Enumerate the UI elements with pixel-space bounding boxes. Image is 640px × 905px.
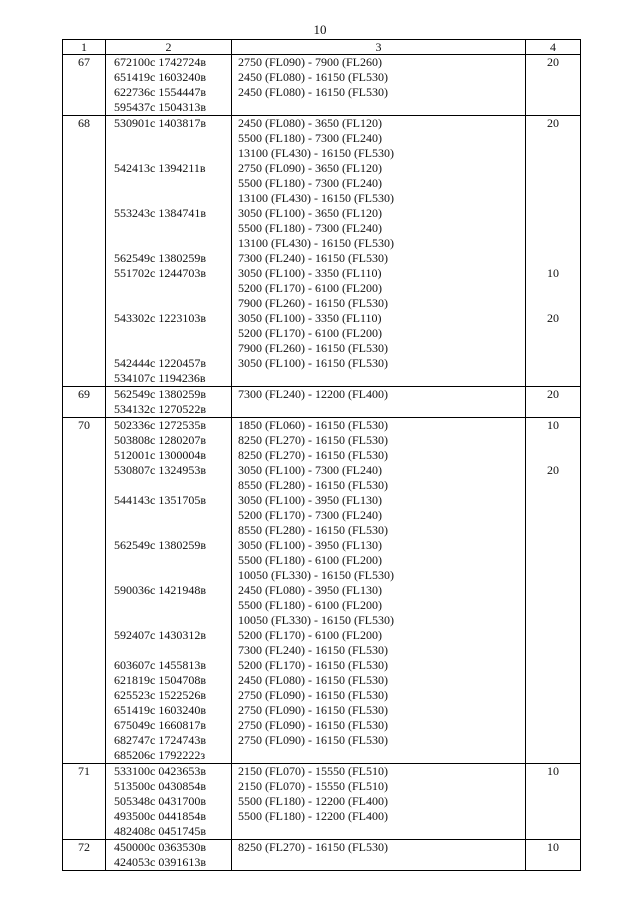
col4-value xyxy=(526,733,580,748)
level-line: 2450 (FL080) - 16150 (FL530) xyxy=(238,70,388,84)
level-line: 8250 (FL270) - 16150 (FL530) xyxy=(238,448,388,462)
coordinate-line xyxy=(106,341,231,356)
col4-value xyxy=(526,341,580,356)
col4-value xyxy=(526,221,580,236)
levels-cell xyxy=(232,418,526,764)
coordinate-line xyxy=(106,508,231,523)
coordinates-cell xyxy=(106,764,232,840)
col4-value xyxy=(526,553,580,568)
coordinate-line xyxy=(106,176,231,191)
levels-cell xyxy=(232,764,526,840)
level-line: 2150 (FL070) - 15550 (FL510) xyxy=(238,779,388,793)
level-line: 3050 (FL100) - 3350 (FL110) xyxy=(238,311,382,325)
coordinate-line: 685206с 1792222з xyxy=(114,748,206,762)
level-line: 2150 (FL070) - 15550 (FL510) xyxy=(238,764,388,778)
col4-value xyxy=(526,613,580,628)
levels-cell xyxy=(232,55,526,116)
row-number: 69 xyxy=(78,387,90,401)
page-number: 10 xyxy=(313,22,327,37)
col4-value xyxy=(526,583,580,598)
coordinate-line: 672100с 1742724в xyxy=(114,55,206,69)
col4-value xyxy=(526,779,580,794)
level-line: 2750 (FL090) - 16150 (FL530) xyxy=(238,718,388,732)
level-line: 2450 (FL080) - 3650 (FL120) xyxy=(238,116,382,130)
coordinate-line: 503808с 1280207в xyxy=(114,433,206,447)
coordinate-line: 502336с 1272535в xyxy=(114,418,206,432)
col4-value xyxy=(526,70,580,85)
coordinate-line xyxy=(106,146,231,161)
level-line: 8250 (FL270) - 16150 (FL530) xyxy=(238,840,388,854)
coordinate-line: 551702с 1244703в xyxy=(114,266,206,280)
airspace-table xyxy=(62,39,581,871)
coordinate-line: 625523с 1522526в xyxy=(114,688,206,702)
col4-value xyxy=(526,296,580,311)
col4-value xyxy=(526,326,580,341)
col4-value: 20 xyxy=(547,116,559,130)
level-line: 2750 (FL090) - 3650 (FL120) xyxy=(238,161,382,175)
col4-value xyxy=(526,85,580,100)
coordinate-line: 513500с 0430854в xyxy=(114,779,206,793)
level-line: 13100 (FL430) - 16150 (FL530) xyxy=(238,236,394,250)
coordinate-line: 553243с 1384741в xyxy=(114,206,206,220)
col4-value xyxy=(526,643,580,658)
coordinate-line xyxy=(106,296,231,311)
level-line: 2750 (FL090) - 16150 (FL530) xyxy=(238,703,388,717)
coordinate-line: 530807с 1324953в xyxy=(114,463,206,477)
col4-value xyxy=(526,794,580,809)
row-number: 68 xyxy=(78,116,90,130)
col4-value xyxy=(526,598,580,613)
level-line: 7900 (FL260) - 16150 (FL530) xyxy=(238,296,388,310)
coordinate-line: 493500с 0441854в xyxy=(114,809,206,823)
table-row xyxy=(63,764,581,840)
col4-value xyxy=(526,356,580,371)
col4-value xyxy=(526,191,580,206)
level-line: 1850 (FL060) - 16150 (FL530) xyxy=(238,418,388,432)
col4-value xyxy=(526,448,580,463)
level-line: 2450 (FL080) - 16150 (FL530) xyxy=(238,85,388,99)
col4-value xyxy=(526,855,580,870)
level-line: 5500 (FL180) - 12200 (FL400) xyxy=(238,794,388,808)
col4-value xyxy=(526,146,580,161)
level-line: 3050 (FL100) - 7300 (FL240) xyxy=(238,463,382,477)
col4-value: 10 xyxy=(547,840,559,854)
coordinate-line: 450000с 0363530в xyxy=(114,840,206,854)
level-line: 2450 (FL080) - 3950 (FL130) xyxy=(238,583,382,597)
col4-value: 20 xyxy=(547,55,559,69)
coordinate-line: 543302с 1223103в xyxy=(114,311,206,325)
level-line: 5500 (FL180) - 7300 (FL240) xyxy=(238,131,382,145)
col4-value: 20 xyxy=(547,463,559,477)
level-line: 13100 (FL430) - 16150 (FL530) xyxy=(238,191,394,205)
coordinate-line: 512001с 1300004в xyxy=(114,448,206,462)
level-line xyxy=(232,371,525,386)
level-line: 3050 (FL100) - 3950 (FL130) xyxy=(238,493,382,507)
coordinate-line xyxy=(106,326,231,341)
row-number-cell xyxy=(63,840,106,871)
col4-cell xyxy=(526,840,581,871)
level-line: 8550 (FL280) - 16150 (FL530) xyxy=(238,523,388,537)
table-row xyxy=(63,418,581,764)
level-line: 2750 (FL090) - 7900 (FL260) xyxy=(238,55,382,69)
row-number-cell xyxy=(63,764,106,840)
level-line: 7900 (FL260) - 16150 (FL530) xyxy=(238,341,388,355)
coordinate-line xyxy=(106,478,231,493)
col4-cell xyxy=(526,116,581,387)
col4-value xyxy=(526,371,580,386)
coordinate-line: 534132с 1270522в xyxy=(114,402,206,416)
coordinate-line: 675049с 1660817в xyxy=(114,718,206,732)
coordinate-line: 590036с 1421948в xyxy=(114,583,206,597)
col4-value xyxy=(526,493,580,508)
row-number-cell xyxy=(63,387,106,418)
col4-value xyxy=(526,628,580,643)
col4-cell xyxy=(526,764,581,840)
coordinate-line xyxy=(106,553,231,568)
col4-value: 10 xyxy=(547,266,559,280)
table-body xyxy=(63,55,581,871)
level-line: 8550 (FL280) - 16150 (FL530) xyxy=(238,478,388,492)
table-row xyxy=(63,387,581,418)
level-line xyxy=(232,824,525,839)
coordinate-line xyxy=(106,191,231,206)
coordinate-line: 482408с 0451745в xyxy=(114,824,206,838)
coordinate-line: 603607с 1455813в xyxy=(114,658,206,672)
col4-value xyxy=(526,824,580,839)
table-row xyxy=(63,55,581,116)
col4-cell xyxy=(526,387,581,418)
coordinate-line: 562549с 1380259в xyxy=(114,251,206,265)
col4-value xyxy=(526,748,580,763)
levels-cell xyxy=(232,116,526,387)
header-col-4: 4 xyxy=(526,40,581,55)
coordinate-line: 651419с 1603240в xyxy=(114,703,206,717)
coordinates-cell xyxy=(106,387,232,418)
level-line: 3050 (FL100) - 16150 (FL530) xyxy=(238,356,388,370)
level-line xyxy=(232,855,525,870)
level-line: 5500 (FL180) - 6100 (FL200) xyxy=(238,598,382,612)
coordinate-line: 682747с 1724743в xyxy=(114,733,206,747)
levels-cell xyxy=(232,840,526,871)
col4-value xyxy=(526,478,580,493)
coordinate-line: 530901с 1403817в xyxy=(114,116,206,130)
level-line: 7300 (FL240) - 16150 (FL530) xyxy=(238,251,388,265)
col4-value xyxy=(526,508,580,523)
col4-value: 10 xyxy=(547,764,559,778)
level-line xyxy=(232,100,525,115)
level-line: 5200 (FL170) - 7300 (FL240) xyxy=(238,508,382,522)
coordinate-line xyxy=(106,523,231,538)
col4-value xyxy=(526,809,580,824)
level-line: 3050 (FL100) - 3350 (FL110) xyxy=(238,266,382,280)
coordinate-line xyxy=(106,643,231,658)
header-col-2: 2 xyxy=(106,40,232,55)
coordinates-cell xyxy=(106,55,232,116)
col4-value: 20 xyxy=(547,387,559,401)
coordinate-line: 542444с 1220457в xyxy=(114,356,206,370)
header-col-1: 1 xyxy=(63,40,106,55)
coordinate-line: 505348с 0431700в xyxy=(114,794,206,808)
coordinate-line: 595437с 1504313в xyxy=(114,100,206,114)
coordinate-line xyxy=(106,281,231,296)
level-line: 5500 (FL180) - 7300 (FL240) xyxy=(238,221,382,235)
col4-value xyxy=(526,568,580,583)
col4-value xyxy=(526,538,580,553)
col4-value xyxy=(526,161,580,176)
coordinate-line xyxy=(106,568,231,583)
coordinates-cell xyxy=(106,840,232,871)
col4-value xyxy=(526,658,580,673)
coordinate-line xyxy=(106,221,231,236)
col4-cell xyxy=(526,418,581,764)
level-line: 5200 (FL170) - 6100 (FL200) xyxy=(238,628,382,642)
level-line: 2450 (FL080) - 16150 (FL530) xyxy=(238,673,388,687)
row-number: 70 xyxy=(78,418,90,432)
level-line: 5200 (FL170) - 6100 (FL200) xyxy=(238,326,382,340)
level-line: 10050 (FL330) - 16150 (FL530) xyxy=(238,613,394,627)
coordinate-line xyxy=(106,131,231,146)
coordinate-line xyxy=(106,236,231,251)
coordinate-line: 544143с 1351705в xyxy=(114,493,206,507)
level-line: 2750 (FL090) - 16150 (FL530) xyxy=(238,733,388,747)
coordinate-line xyxy=(106,598,231,613)
level-line: 10050 (FL330) - 16150 (FL530) xyxy=(238,568,394,582)
col4-value xyxy=(526,251,580,266)
col4-value xyxy=(526,206,580,221)
col4-value xyxy=(526,131,580,146)
col4-value xyxy=(526,100,580,115)
row-number-cell xyxy=(63,55,106,116)
col4-cell xyxy=(526,55,581,116)
coordinates-cell xyxy=(106,116,232,387)
coordinate-line: 592407с 1430312в xyxy=(114,628,206,642)
col4-value xyxy=(526,673,580,688)
coordinate-line: 424053с 0391613в xyxy=(114,855,206,869)
level-line: 8250 (FL270) - 16150 (FL530) xyxy=(238,433,388,447)
col4-value xyxy=(526,688,580,703)
level-line: 5500 (FL180) - 7300 (FL240) xyxy=(238,176,382,190)
header-col-3: 3 xyxy=(232,40,526,55)
coordinate-line xyxy=(106,613,231,628)
header-row xyxy=(63,40,581,55)
col4-value xyxy=(526,703,580,718)
coordinates-cell xyxy=(106,418,232,764)
row-number: 67 xyxy=(78,55,90,69)
col4-value xyxy=(526,718,580,733)
coordinate-line: 562549с 1380259в xyxy=(114,387,206,401)
col4-value: 10 xyxy=(547,418,559,432)
level-line: 7300 (FL240) - 12200 (FL400) xyxy=(238,387,388,401)
level-line: 5200 (FL170) - 6100 (FL200) xyxy=(238,281,382,295)
col4-value xyxy=(526,176,580,191)
level-line: 2750 (FL090) - 16150 (FL530) xyxy=(238,688,388,702)
row-number-cell xyxy=(63,116,106,387)
row-number-cell xyxy=(63,418,106,764)
row-number: 71 xyxy=(78,764,90,778)
level-line: 5200 (FL170) - 16150 (FL530) xyxy=(238,658,388,672)
level-line: 7300 (FL240) - 16150 (FL530) xyxy=(238,643,388,657)
col4-value xyxy=(526,433,580,448)
coordinate-line: 562549с 1380259в xyxy=(114,538,206,552)
level-line xyxy=(232,748,525,763)
coordinate-line: 533100с 0423653в xyxy=(114,764,206,778)
coordinate-line: 542413с 1394211в xyxy=(114,161,206,175)
col4-value xyxy=(526,236,580,251)
col4-value xyxy=(526,281,580,296)
coordinate-line: 622736с 1554447в xyxy=(114,85,206,99)
level-line: 3050 (FL100) - 3650 (FL120) xyxy=(238,206,382,220)
col4-value xyxy=(526,523,580,538)
coordinate-line: 651419с 1603240в xyxy=(114,70,206,84)
col4-value xyxy=(526,402,580,417)
levels-cell xyxy=(232,387,526,418)
table-row xyxy=(63,840,581,871)
col4-value: 20 xyxy=(547,311,559,325)
level-line xyxy=(232,402,525,417)
table-row xyxy=(63,116,581,387)
coordinate-line: 534107с 1194236в xyxy=(114,371,206,385)
level-line: 3050 (FL100) - 3950 (FL130) xyxy=(238,538,382,552)
level-line: 5500 (FL180) - 12200 (FL400) xyxy=(238,809,388,823)
row-number: 72 xyxy=(78,840,90,854)
level-line: 5500 (FL180) - 6100 (FL200) xyxy=(238,553,382,567)
coordinate-line: 621819с 1504708в xyxy=(114,673,206,687)
level-line: 13100 (FL430) - 16150 (FL530) xyxy=(238,146,394,160)
